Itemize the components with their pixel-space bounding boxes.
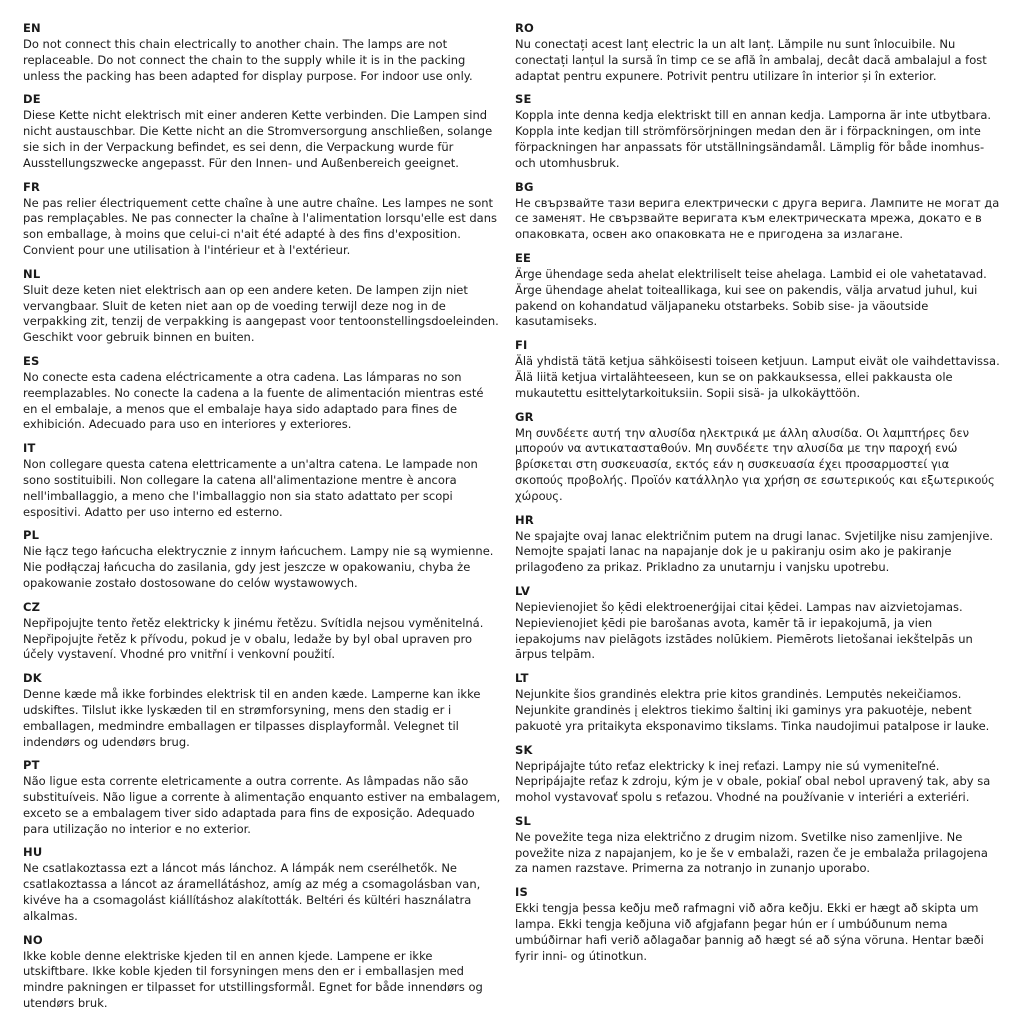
language-section-sk [515,742,1001,806]
warning-text: Ne povežite tega niza električno z drugim nizom. Svetilke niso zamenljive. Ne povežite niza z napajanjem, ko je še v embalaži, razen če je embalaža prilagojena za namen razstave. Primerna za notranjo in zunanjo uporabo. [515,829,988,876]
language-code: PT [23,758,40,773]
language-section-hu [23,844,501,924]
language-section-ro [515,20,1001,84]
language-code: SE [515,92,532,107]
warning-text: No conecte esta cadena eléctricamente a otra cadena. Las lámparas no son reemplazables. No conecte la cadena a la fuente de alimentación mientras esté en el embalaje, a menos que el embalaje haya sido adaptado para fines de exhibición. Adecuado para uso en interiores y exteriores. [23,369,484,432]
warning-text: Nu conectați acest lanț electric la un alt lanț. Lămpile nu sunt înlocuibile. Nu conectați lanțul la sursă în timp ce se află în ambalaj, decât dacă ambalajul a fost adaptat pentru expunere. Potrivit pentru utilizare în interior și în exterior. [515,37,987,83]
warning-text: Nepievienojiet šo ķēdi elektroenerģijai citai ķēdei. Lampas nav aizvietojamas. Nepievienojiet ķēdi pie barošanas avota, kamēr tā ir iepakojumā, ja vien iepakojums nav pielāgots izstādes nolūkiem. Piemērots lietošanai iekštelpās un ārpus telpām. [515,599,973,662]
language-section-pl [23,527,501,591]
language-code: FR [23,179,41,194]
language-code: PL [23,528,40,543]
language-section-it [23,440,501,520]
warning-text: Nepřipojujte tento řetěz elektricky k jinému řetězu. Svítidla nejsou vyměnitelná. Nepřipojujte řetěz k přívodu, pokud je v obalu, ledaže by byl obal upraven pro účely vystavení. Vhodné pro vnitřní i venkovní použití. [23,615,484,662]
warning-text: Non collegare questa catena elettricamente a un'altra catena. Le lampade non sono sostituibili. Non collegare la catena all'alimentazione mentre è ancora nell'imballaggio, a meno che l'imballaggio non sia stato adattato per scopi espositivi. Adatto per uso interno ed esterno. [23,457,478,519]
language-code: IT [23,441,36,456]
language-section-pt [23,757,501,837]
warning-text: Koppla inte denna kedja elektriskt till en annan kedja. Lamporna är inte utbytbara. Koppla inte kedjan till strömförsörjningen medan den är i förpackningen, om inte förpackningen har anpassats för utställningsändamål. Lämplig för både inomhus- och utomhusbruk. [515,108,992,170]
warning-text: Nejunkite šios grandinės elektra prie kitos grandinės. Lemputės nekeičiamos. Nejunkite grandinės į elektros tiekimo šaltinį iki gaminys yra pakuotėje, nebent pakuotė yra pritaikyta eksponavimo tikslams. Tinka naudojimui patalpose ir lauke. [515,687,990,733]
warning-text: Denne kæde må ikke forbindes elektrisk til en anden kæde. Lamperne kan ikke udskiftes. Tilslut ikke lyskæden til en strømforsyning, mens den stadig er i emballagen, medmindre emballagen er tilpasses displayformål. Velegnet til indendørs og udendørs brug. [23,687,481,749]
warning-text: Ärge ühendage seda ahelat elektriliselt teise ahelaga. Lambid ei ole vahetatavad. Ärge ühendage ahelat toiteallikaga, kui see on pakendis, välja arvatud juhul, kui pakend on kohandatud väljapaneku otstarbeks. Sobib sise- ja väoutside kasutamiseks. [515,266,987,329]
language-section-se [515,91,1001,171]
warning-text: Ne csatlakoztassa ezt a láncot más lánchoz. A lámpák nem cserélhetők. Ne csatlakoztassa a láncot az áramellátáshoz, amíg az még a csomagolásban van, kivéve ha a csomagolást kiállításhoz alakították. Beltéri és kültéri használatra alkalmas. [23,861,481,923]
warning-text: Ekki tengja þessa keðju með rafmagni við aðra keðju. Ekki er hægt að skipta um lampa. Ekki tengja keðjuna við afgjafann þegar hún er í umbúðunum nema umbúðirnar hafi verið aðlagaðar þannig að hægt sé að sýna vöruna. Hentar bæði fyrir inni- og útinotkun. [515,901,984,963]
language-section-es [23,353,501,433]
language-code: GR [515,409,534,424]
warning-text: Ne spajajte ovaj lanac električnim putem na drugi lanac. Svjetiljke nisu zamjenjive. Nemojte spajati lanac na napajanje dok je u pakiranju osim ako je pakiranje prilagođeno za prikaz. Prikladno za unutarnju i vanjsku upotrebu. [515,528,994,575]
language-code: ES [23,353,40,368]
warning-text: Nie łącz tego łańcucha elektrycznie z innym łańcuchem. Lampy nie są wymienne. Nie podłączaj łańcucha do zasilania, gdy jest jeszcze w opakowaniu, chyba że opakowanie zostało dostosowane do celów wystawowych. [23,544,494,590]
language-section-nl [23,266,501,346]
warning-text: Älä yhdistä tätä ketjua sähköisesti toiseen ketjuun. Lamput eivät ole vaihdettavissa. Älä liitä ketjua virtalähteeseen, kun se on pakkauksessa, ellei pakkausta ole mukautettu esittelytarkoituksiin. Sopii sisä- ja ulkokäyttöön. [515,354,1000,400]
language-code: SL [515,813,532,828]
language-code: HU [23,845,43,860]
language-section-lt [515,670,1001,734]
language-section-gr [515,409,1001,505]
warning-text: Ikke koble denne elektriske kjeden til en annen kjede. Lampene er ikke utskiftbare. Ikke koble kjeden til forsyningen mens den er i emballasjen med mindre pakningen er tilpasset for utstillingsformål. Egnet for både innendørs og utendørs bruk. [23,948,483,1011]
language-code: LV [515,583,531,598]
language-section-fr [23,179,501,259]
language-code: EN [23,21,41,35]
language-code: DE [23,92,41,107]
warning-text: Μη συνδέετε αυτή την αλυσίδα ηλεκτρικά με άλλη αλυσίδα. Οι λαμπτήρες δεν μπορούν να αντικατασταθούν. Μη συνδέετε την αλυσίδα με την παροχή ενώ βρίσκεται στη συσκευασία, εκτός εάν η συσκευασία έχει προσαρμοστεί για σκοπούς προβολής. Προϊόν κατάλληλο για χρήση σε εσωτερικούς και εξωτερικούς χώρους. [515,425,995,503]
language-code: IS [515,885,528,900]
warning-text: Não ligue esta corrente eletricamente a outra corrente. As lâmpadas não são substituíveis. Não ligue a corrente à alimentação enquanto estiver na embalagem, exceto se a embalagem tiver sido adaptada para fins de exposição. Adequado para utilização no interior e no exterior. [23,774,501,836]
language-section-hr [515,512,1001,576]
language-code: FI [515,338,528,353]
language-section-cz [23,599,501,663]
language-section-lv [515,583,1001,663]
language-code: HR [515,512,534,527]
language-code: RO [515,21,535,35]
language-code: EE [515,250,532,265]
language-section-sl [515,813,1001,877]
language-section-ee [515,250,1001,330]
language-code: LT [515,671,529,686]
language-section-dk [23,670,501,750]
language-section-de [23,91,501,171]
warning-text: Ne pas relier électriquement cette chaîne à une autre chaîne. Les lampes ne sont pas remplaçables. Ne pas connecter la chaîne à l'alimentation lorsqu'elle est dans son emballage, à moins que celui-ci n'ait été adapté à des fins d'exposition. Convient pour une utilisation à l'intérieur et à l'extérieur. [23,195,497,257]
language-code: SK [515,742,533,757]
warning-text: Sluit deze keten niet elektrisch aan op een andere keten. De lampen zijn niet vervangbaar. Sluit de keten niet aan op de voeding terwijl deze nog in de verpakking zit, tenzij de verpakking is aangepast voor tentoonstellingsdoeleinden. Geschikt voor gebruik binnen en buiten. [23,282,499,345]
language-section-en [23,20,501,84]
language-section-no [23,932,501,1012]
language-section-fi [515,337,1001,401]
language-code: DK [23,671,42,686]
language-code: BG [515,179,534,194]
language-code: NL [23,266,41,281]
warning-text: Do not connect this chain electrically to another chain. The lamps are not replaceable. Do not connect the chain to the supply while it is in the packing unless the packing has been adapted for display purpose. For indoor use only. [23,37,473,83]
language-section-bg [515,179,1001,243]
warning-text: Nepripájajte túto reťaz elektricky k inej reťazi. Lampy nie sú vymeniteľné. Nepripájajte reťaz k zdroju, kým je v obale, pokiaľ obal nebol upravený tak, aby sa mohol vystavovať spolu s reťazou. Vhodné na používanie v interiéri a exteriéri. [515,758,991,805]
language-section-is [515,884,1001,964]
warning-text: Не свързвайте тази верига електрически с друга верига. Лампите не могат да се заменят. Не свързвайте веригата към електрическата мрежа, докато е в опаковката, освен ако опаковката не е пригодена за излагане. [515,195,1000,242]
language-code: CZ [23,599,41,614]
left-column [23,20,501,1019]
warning-text: Diese Kette nicht elektrisch mit einer anderen Kette verbinden. Die Lampen sind nicht austauschbar. Die Kette nicht an die Stromversorgung anschließen, solange sie sich in der Verpackung befindet, es sei denn, die Verpackung wurde für Ausstellungszwecke angepasst. Für den Innen- und Außenbereich geeignet. [23,108,493,170]
language-code: NO [23,932,43,947]
right-column [515,20,1001,971]
